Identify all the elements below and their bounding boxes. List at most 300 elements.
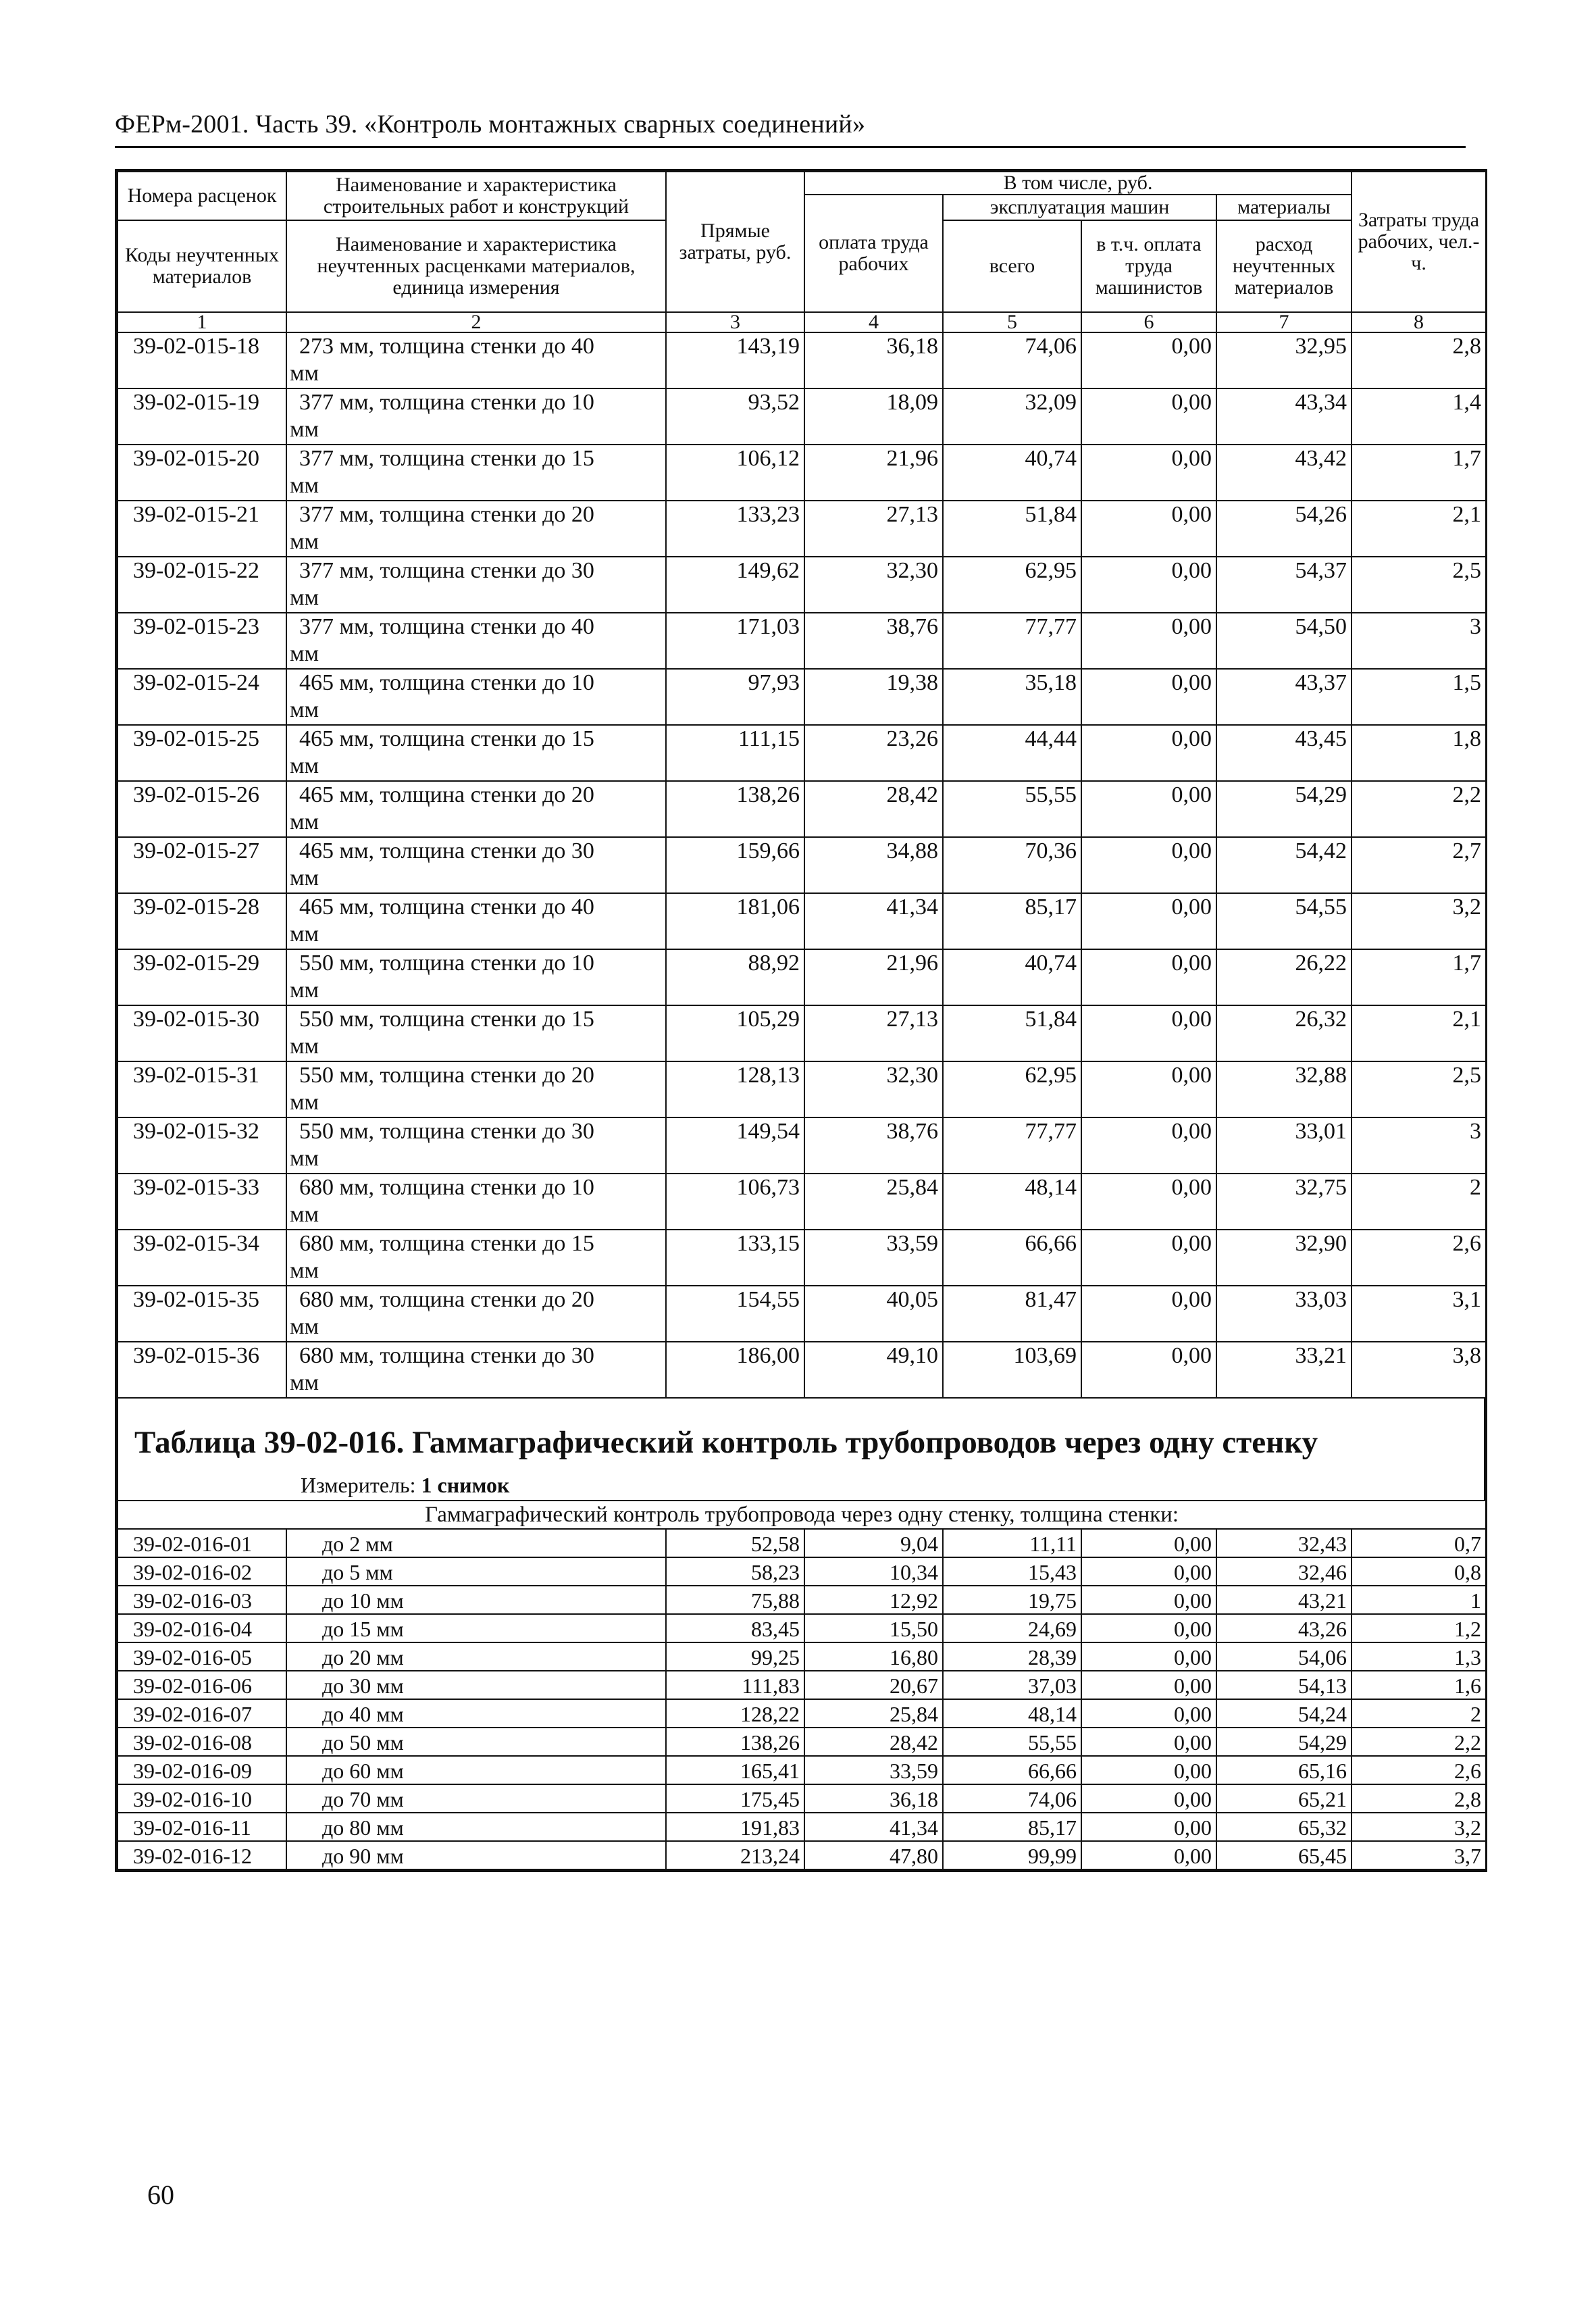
rate-code: 39-02-016-12: [118, 1841, 286, 1869]
labor-hours: 2,5: [1352, 1061, 1486, 1117]
worker-pay: 21,96: [804, 949, 943, 1005]
rate-code: 39-02-015-20: [118, 445, 286, 501]
driver-pay: 0,00: [1081, 669, 1216, 725]
rates-body-015: [118, 332, 1486, 1398]
work-description-unit: мм: [290, 922, 319, 947]
machines-total: 55,55: [943, 781, 1081, 837]
column-number: 2: [286, 312, 666, 332]
work-description: [286, 1174, 666, 1230]
work-description: [286, 1286, 666, 1342]
work-description-line: 377 мм, толщина стенки до 15: [299, 446, 594, 471]
worker-pay: 12,92: [804, 1586, 943, 1614]
driver-pay: 0,00: [1081, 1342, 1216, 1398]
table-row: [118, 1286, 1486, 1342]
direct-costs: 52,58: [666, 1529, 804, 1557]
driver-pay: 0,00: [1081, 1756, 1216, 1784]
work-description: [286, 1005, 666, 1061]
material-usage: 32,46: [1216, 1557, 1352, 1586]
material-usage: 54,55: [1216, 893, 1352, 949]
work-description: [286, 613, 666, 669]
material-usage: 54,06: [1216, 1642, 1352, 1671]
work-description: [286, 893, 666, 949]
table-row: [118, 781, 1486, 837]
column-number: 3: [666, 312, 804, 332]
page-number: 60: [147, 2180, 174, 2210]
machines-total: 51,84: [943, 501, 1081, 557]
direct-costs: 106,73: [666, 1174, 804, 1230]
table-row: [118, 613, 1486, 669]
direct-costs: 213,24: [666, 1841, 804, 1869]
labor-hours: 3,2: [1352, 893, 1486, 949]
driver-pay: 0,00: [1081, 1699, 1216, 1728]
column-number: 4: [804, 312, 943, 332]
work-description: до 5 мм: [286, 1557, 666, 1586]
labor-hours: 2,5: [1352, 557, 1486, 613]
rate-code: 39-02-015-23: [118, 613, 286, 669]
table-016-caption: [117, 1399, 1485, 1500]
labor-hours: 3: [1352, 613, 1486, 669]
material-usage: 43,45: [1216, 725, 1352, 781]
driver-pay: 0,00: [1081, 1841, 1216, 1869]
table-row: [118, 837, 1486, 893]
rate-code: 39-02-015-32: [118, 1117, 286, 1174]
machines-total: 74,06: [943, 1784, 1081, 1813]
column-number: 8: [1352, 312, 1486, 332]
machines-total: 66,66: [943, 1756, 1081, 1784]
work-description-unit: мм: [290, 1202, 319, 1227]
table-row: [118, 1728, 1486, 1756]
work-description-unit: мм: [290, 1370, 319, 1395]
work-description-line: 680 мм, толщина стенки до 30: [299, 1343, 594, 1368]
work-description-unit: мм: [290, 753, 319, 778]
material-usage: 33,01: [1216, 1117, 1352, 1174]
rate-code: 39-02-016-10: [118, 1784, 286, 1813]
machines-total: 62,95: [943, 1061, 1081, 1117]
work-description-unit: мм: [290, 1034, 319, 1059]
table-row: [118, 893, 1486, 949]
table-row: [118, 1642, 1486, 1671]
labor-hours: 2: [1352, 1699, 1486, 1728]
material-usage: 65,32: [1216, 1813, 1352, 1841]
work-description-unit: мм: [290, 809, 319, 834]
work-description-unit: мм: [290, 529, 319, 554]
rate-code: 39-02-015-26: [118, 781, 286, 837]
work-description-line: 550 мм, толщина стенки до 20: [299, 1063, 594, 1088]
driver-pay: 0,00: [1081, 1614, 1216, 1642]
col-header-including: В том числе, руб.: [804, 172, 1352, 195]
worker-pay: 34,88: [804, 837, 943, 893]
work-description: [286, 445, 666, 501]
driver-pay: 0,00: [1081, 1586, 1216, 1614]
table-row: [118, 1061, 1486, 1117]
col-header-worker-pay: оплата труда рабочих: [804, 195, 943, 312]
rate-code: 39-02-016-03: [118, 1586, 286, 1614]
work-description-line: 465 мм, толщина стенки до 40: [299, 895, 594, 920]
work-description-unit: мм: [290, 417, 319, 442]
machines-total: 40,74: [943, 949, 1081, 1005]
worker-pay: 15,50: [804, 1614, 943, 1642]
work-description: [286, 781, 666, 837]
machines-total: 11,11: [943, 1529, 1081, 1557]
worker-pay: 27,13: [804, 501, 943, 557]
direct-costs: 58,23: [666, 1557, 804, 1586]
rate-code: 39-02-015-22: [118, 557, 286, 613]
work-description: [286, 388, 666, 445]
labor-hours: 2,2: [1352, 781, 1486, 837]
column-number: 1: [118, 312, 286, 332]
direct-costs: 149,62: [666, 557, 804, 613]
direct-costs: 138,26: [666, 781, 804, 837]
worker-pay: 47,80: [804, 1841, 943, 1869]
direct-costs: 99,25: [666, 1642, 804, 1671]
worker-pay: 19,38: [804, 669, 943, 725]
col-header-work-name: Наименование и характеристика строительных работ и конструкций: [286, 172, 666, 220]
labor-hours: 1,7: [1352, 949, 1486, 1005]
labor-hours: 1,4: [1352, 388, 1486, 445]
labor-hours: 2,2: [1352, 1728, 1486, 1756]
labor-hours: 2,6: [1352, 1230, 1486, 1286]
column-number: 6: [1081, 312, 1216, 332]
machines-total: 66,66: [943, 1230, 1081, 1286]
table-row: [118, 1529, 1486, 1557]
driver-pay: 0,00: [1081, 1061, 1216, 1117]
driver-pay: 0,00: [1081, 1813, 1216, 1841]
rate-code: 39-02-015-27: [118, 837, 286, 893]
direct-costs: 83,45: [666, 1614, 804, 1642]
col-header-machines: эксплуатация машин: [943, 195, 1216, 220]
work-description-line: 550 мм, толщина стенки до 15: [299, 1007, 594, 1032]
labor-hours: 1,8: [1352, 725, 1486, 781]
material-usage: 54,26: [1216, 501, 1352, 557]
worker-pay: 38,76: [804, 613, 943, 669]
work-description-unit: мм: [290, 1258, 319, 1283]
table-row: [118, 1174, 1486, 1230]
work-description-unit: мм: [290, 865, 319, 890]
labor-hours: 2,7: [1352, 837, 1486, 893]
direct-costs: 97,93: [666, 669, 804, 725]
machines-total: 37,03: [943, 1671, 1081, 1699]
work-description-unit: мм: [290, 641, 319, 666]
rates-frame: [115, 169, 1487, 1872]
direct-costs: 186,00: [666, 1342, 804, 1398]
work-description: [286, 1342, 666, 1398]
col-header-machines-total: всего: [943, 220, 1081, 312]
driver-pay: 0,00: [1081, 1529, 1216, 1557]
col-header-material-codes: Коды неучтенных материалов: [118, 220, 286, 312]
running-header: ФЕРм-2001. Часть 39. «Контроль монтажных сварных соединений»: [115, 109, 1466, 148]
worker-pay: 23,26: [804, 725, 943, 781]
rate-code: 39-02-016-05: [118, 1642, 286, 1671]
labor-hours: 0,8: [1352, 1557, 1486, 1586]
work-description: до 2 мм: [286, 1529, 666, 1557]
table-row: [118, 557, 1486, 613]
rate-code: 39-02-015-21: [118, 501, 286, 557]
worker-pay: 38,76: [804, 1117, 943, 1174]
worker-pay: 28,42: [804, 1728, 943, 1756]
work-description-line: 465 мм, толщина стенки до 20: [299, 782, 594, 807]
work-description: [286, 669, 666, 725]
worker-pay: 25,84: [804, 1699, 943, 1728]
work-description-line: 465 мм, толщина стенки до 10: [299, 670, 594, 695]
material-usage: 32,75: [1216, 1174, 1352, 1230]
driver-pay: 0,00: [1081, 388, 1216, 445]
work-description: до 15 мм: [286, 1614, 666, 1642]
driver-pay: 0,00: [1081, 1784, 1216, 1813]
work-description: до 30 мм: [286, 1671, 666, 1699]
table-row: [118, 725, 1486, 781]
col-header-material-usage: расход неучтенных материалов: [1216, 220, 1352, 312]
rate-code: 39-02-015-36: [118, 1342, 286, 1398]
work-description: [286, 1117, 666, 1174]
worker-pay: 20,67: [804, 1671, 943, 1699]
worker-pay: 10,34: [804, 1557, 943, 1586]
machines-total: 55,55: [943, 1728, 1081, 1756]
col-header-material-names: Наименование и характеристика неучтенных расценками материалов, единица измерения: [286, 220, 666, 312]
table-row: [118, 388, 1486, 445]
rate-code: 39-02-016-04: [118, 1614, 286, 1642]
col-header-rate-numbers: Номера расценок: [118, 172, 286, 220]
labor-hours: 2,6: [1352, 1756, 1486, 1784]
col-header-labor-hours: Затраты труда рабочих, чел.-ч.: [1352, 172, 1486, 312]
work-description-unit: мм: [290, 1090, 319, 1115]
machines-total: 77,77: [943, 613, 1081, 669]
work-description: [286, 1230, 666, 1286]
direct-costs: 75,88: [666, 1586, 804, 1614]
worker-pay: 36,18: [804, 1784, 943, 1813]
worker-pay: 36,18: [804, 332, 943, 388]
rate-code: 39-02-015-30: [118, 1005, 286, 1061]
direct-costs: 93,52: [666, 388, 804, 445]
work-description: до 70 мм: [286, 1784, 666, 1813]
machines-total: 85,17: [943, 893, 1081, 949]
material-usage: 26,22: [1216, 949, 1352, 1005]
work-description: [286, 949, 666, 1005]
material-usage: 26,32: [1216, 1005, 1352, 1061]
work-description-unit: мм: [290, 1146, 319, 1171]
labor-hours: 3,1: [1352, 1286, 1486, 1342]
rate-code: 39-02-016-02: [118, 1557, 286, 1586]
table-row: [118, 1005, 1486, 1061]
work-description: до 80 мм: [286, 1813, 666, 1841]
work-description-line: 273 мм, толщина стенки до 40: [299, 334, 594, 359]
labor-hours: 3: [1352, 1117, 1486, 1174]
work-description: до 40 мм: [286, 1699, 666, 1728]
work-description-line: 680 мм, толщина стенки до 20: [299, 1287, 594, 1312]
material-usage: 32,88: [1216, 1061, 1352, 1117]
work-description-unit: мм: [290, 585, 319, 610]
labor-hours: 2,1: [1352, 501, 1486, 557]
material-usage: 65,21: [1216, 1784, 1352, 1813]
rate-code: 39-02-016-08: [118, 1728, 286, 1756]
work-description: [286, 837, 666, 893]
work-description-unit: мм: [290, 978, 319, 1003]
direct-costs: 143,19: [666, 332, 804, 388]
work-description: до 10 мм: [286, 1586, 666, 1614]
driver-pay: 0,00: [1081, 949, 1216, 1005]
machines-total: 81,47: [943, 1286, 1081, 1342]
driver-pay: 0,00: [1081, 781, 1216, 837]
table-row: [118, 1671, 1486, 1699]
material-usage: 54,42: [1216, 837, 1352, 893]
driver-pay: 0,00: [1081, 1671, 1216, 1699]
col-header-materials: материалы: [1216, 195, 1352, 220]
worker-pay: 33,59: [804, 1756, 943, 1784]
material-usage: 54,29: [1216, 1728, 1352, 1756]
direct-costs: 191,83: [666, 1813, 804, 1841]
labor-hours: 3,2: [1352, 1813, 1486, 1841]
work-description-unit: мм: [290, 361, 319, 386]
material-usage: 65,16: [1216, 1756, 1352, 1784]
material-usage: 33,21: [1216, 1342, 1352, 1398]
column-number: 7: [1216, 312, 1352, 332]
material-usage: 32,90: [1216, 1230, 1352, 1286]
table-row: [118, 949, 1486, 1005]
driver-pay: 0,00: [1081, 1557, 1216, 1586]
machines-total: 85,17: [943, 1813, 1081, 1841]
rate-code: 39-02-016-11: [118, 1813, 286, 1841]
work-description-line: 377 мм, толщина стенки до 30: [299, 558, 594, 583]
worker-pay: 40,05: [804, 1286, 943, 1342]
work-description-line: 465 мм, толщина стенки до 30: [299, 838, 594, 863]
material-usage: 54,24: [1216, 1699, 1352, 1728]
material-usage: 43,42: [1216, 445, 1352, 501]
rate-code: 39-02-015-35: [118, 1286, 286, 1342]
driver-pay: 0,00: [1081, 1117, 1216, 1174]
machines-total: 19,75: [943, 1586, 1081, 1614]
rates-table-016: [117, 1500, 1487, 1870]
table-row: [118, 1699, 1486, 1728]
work-description: [286, 1061, 666, 1117]
worker-pay: 32,30: [804, 557, 943, 613]
table-016-title: Таблица 39-02-016. Гаммаграфический контроль трубопроводов через одну стенку: [134, 1425, 1318, 1460]
driver-pay: 0,00: [1081, 501, 1216, 557]
rate-code: 39-02-015-33: [118, 1174, 286, 1230]
driver-pay: 0,00: [1081, 837, 1216, 893]
direct-costs: 111,15: [666, 725, 804, 781]
material-usage: 43,21: [1216, 1586, 1352, 1614]
work-description: до 60 мм: [286, 1756, 666, 1784]
machines-total: 32,09: [943, 388, 1081, 445]
table-row: [118, 1813, 1486, 1841]
rate-code: 39-02-015-18: [118, 332, 286, 388]
machines-total: 103,69: [943, 1342, 1081, 1398]
work-description-line: 377 мм, толщина стенки до 20: [299, 502, 594, 527]
work-description-line: 680 мм, толщина стенки до 15: [299, 1231, 594, 1256]
worker-pay: 16,80: [804, 1642, 943, 1671]
material-usage: 54,50: [1216, 613, 1352, 669]
driver-pay: 0,00: [1081, 1728, 1216, 1756]
labor-hours: 1,5: [1352, 669, 1486, 725]
table-row: [118, 501, 1486, 557]
material-usage: 43,26: [1216, 1614, 1352, 1642]
labor-hours: 0,7: [1352, 1529, 1486, 1557]
labor-hours: 2,8: [1352, 1784, 1486, 1813]
driver-pay: 0,00: [1081, 1005, 1216, 1061]
worker-pay: 33,59: [804, 1230, 943, 1286]
driver-pay: 0,00: [1081, 893, 1216, 949]
table-row: [118, 445, 1486, 501]
material-usage: 65,45: [1216, 1841, 1352, 1869]
worker-pay: 32,30: [804, 1061, 943, 1117]
labor-hours: 1,6: [1352, 1671, 1486, 1699]
rate-code: 39-02-015-24: [118, 669, 286, 725]
direct-costs: 181,06: [666, 893, 804, 949]
worker-pay: 25,84: [804, 1174, 943, 1230]
material-usage: 54,29: [1216, 781, 1352, 837]
worker-pay: 18,09: [804, 388, 943, 445]
labor-hours: 1,2: [1352, 1614, 1486, 1642]
direct-costs: 128,22: [666, 1699, 804, 1728]
work-description-line: 550 мм, толщина стенки до 30: [299, 1119, 594, 1144]
material-usage: 43,34: [1216, 388, 1352, 445]
direct-costs: 175,45: [666, 1784, 804, 1813]
machines-total: 24,69: [943, 1614, 1081, 1642]
work-description: до 90 мм: [286, 1841, 666, 1869]
worker-pay: 27,13: [804, 1005, 943, 1061]
labor-hours: 2,1: [1352, 1005, 1486, 1061]
meter-label: Измеритель:: [301, 1473, 416, 1497]
work-description-line: 465 мм, толщина стенки до 15: [299, 726, 594, 751]
worker-pay: 41,34: [804, 1813, 943, 1841]
table-row: [118, 1557, 1486, 1586]
table-row: [118, 332, 1486, 388]
machines-total: 48,14: [943, 1174, 1081, 1230]
material-usage: 43,37: [1216, 669, 1352, 725]
direct-costs: 149,54: [666, 1117, 804, 1174]
direct-costs: 88,92: [666, 949, 804, 1005]
rate-code: 39-02-015-28: [118, 893, 286, 949]
column-numbers-row: [118, 312, 1486, 332]
driver-pay: 0,00: [1081, 1174, 1216, 1230]
direct-costs: 128,13: [666, 1061, 804, 1117]
material-usage: 54,37: [1216, 557, 1352, 613]
machines-total: 48,14: [943, 1699, 1081, 1728]
machines-total: 28,39: [943, 1642, 1081, 1671]
driver-pay: 0,00: [1081, 725, 1216, 781]
machines-total: 35,18: [943, 669, 1081, 725]
table-row: [118, 1230, 1486, 1286]
material-usage: 33,03: [1216, 1286, 1352, 1342]
machines-total: 62,95: [943, 557, 1081, 613]
rate-code: 39-02-015-25: [118, 725, 286, 781]
meter-line: [301, 1473, 509, 1498]
direct-costs: 133,15: [666, 1230, 804, 1286]
table-row: [118, 1117, 1486, 1174]
labor-hours: 3,8: [1352, 1342, 1486, 1398]
work-description-unit: мм: [290, 473, 319, 498]
work-description: [286, 725, 666, 781]
column-number: 5: [943, 312, 1081, 332]
machines-total: 74,06: [943, 332, 1081, 388]
machines-total: 44,44: [943, 725, 1081, 781]
work-description: [286, 501, 666, 557]
table-row: [118, 1614, 1486, 1642]
table-016-subheader-row: [118, 1501, 1486, 1529]
table-row: [118, 669, 1486, 725]
direct-costs: 165,41: [666, 1756, 804, 1784]
work-description: [286, 557, 666, 613]
table-016-subheader: Гаммаграфический контроль трубопровода через одну стенку, толщина стенки:: [118, 1501, 1486, 1529]
driver-pay: 0,00: [1081, 557, 1216, 613]
rate-code: 39-02-015-31: [118, 1061, 286, 1117]
labor-hours: 1: [1352, 1586, 1486, 1614]
machines-total: 15,43: [943, 1557, 1081, 1586]
meter-value: 1 снимок: [421, 1473, 510, 1497]
direct-costs: 138,26: [666, 1728, 804, 1756]
driver-pay: 0,00: [1081, 445, 1216, 501]
work-description-line: 377 мм, толщина стенки до 40: [299, 614, 594, 639]
material-usage: 54,13: [1216, 1671, 1352, 1699]
